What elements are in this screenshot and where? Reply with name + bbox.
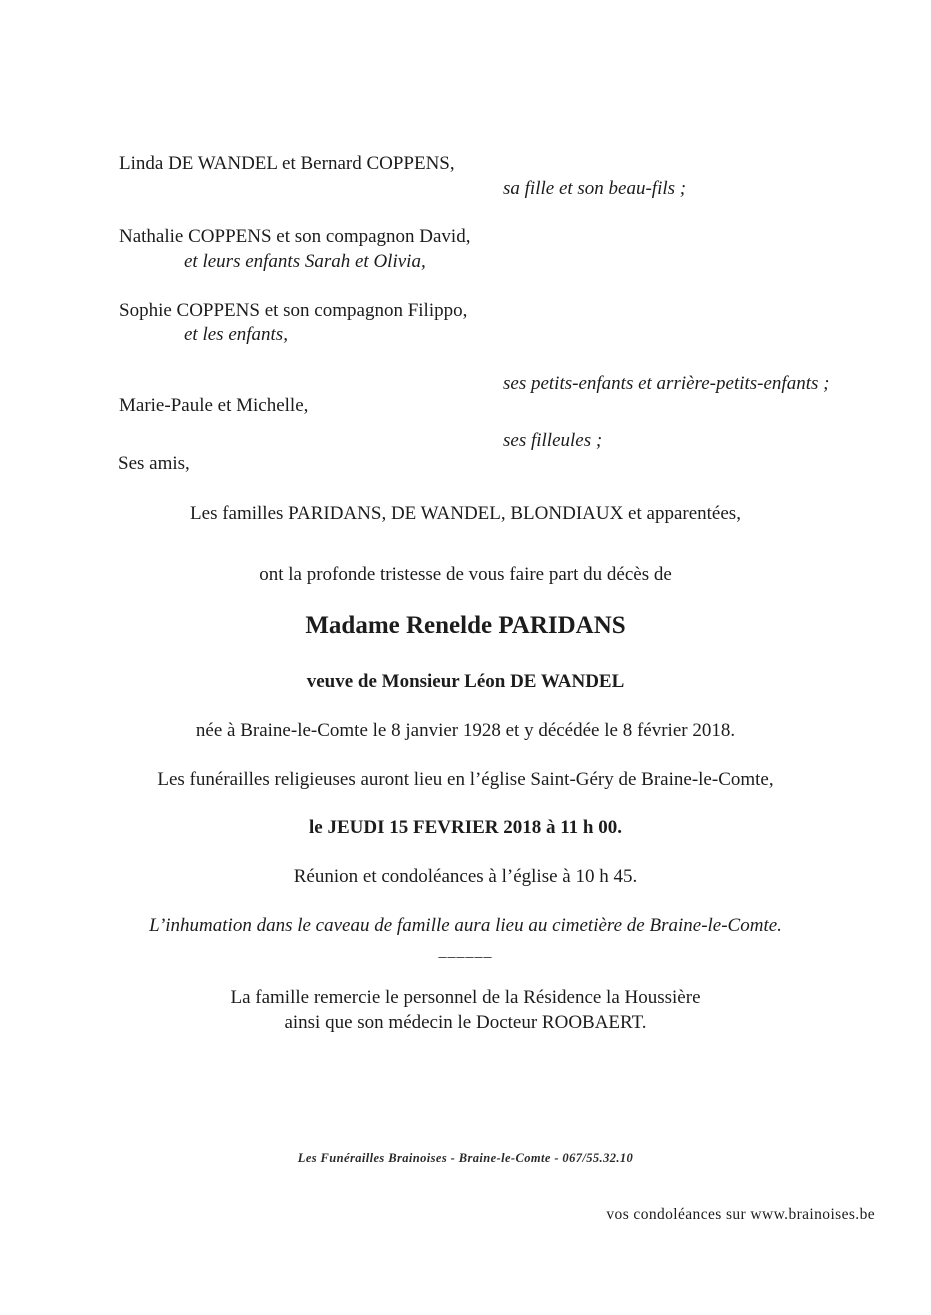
thanks-line-1: La famille remercie le personnel de la Résidence la Houssière — [230, 987, 701, 1008]
deceased-name: Madame Renelde PARIDANS — [305, 612, 626, 639]
granddaughter1-children-line: et leurs enfants Sarah et Olivia, — [184, 251, 426, 272]
condolences-website-line: vos condoléances sur www.brainoises.be — [606, 1206, 875, 1223]
church-line: Les funérailles religieuses auront lieu en l’église Saint-Géry de Braine-le-Comte, — [157, 769, 774, 790]
birth-death-line: née à Braine-le-Comte le 8 janvier 1928 et y décédée le 8 février 2018. — [195, 720, 736, 741]
goddaughters-relation-line: ses filleules ; — [503, 430, 603, 451]
thanks-line-2: ainsi que son médecin le Docteur ROOBAERT. — [284, 1012, 647, 1033]
announcement-intro-line: ont la profonde tristesse de vous faire part du décès de — [259, 564, 672, 585]
granddaughter2-names-line: Sophie COPPENS et son compagnon Filippo, — [119, 300, 468, 321]
grandchildren-relation-line: ses petits-enfants et arrière-petits-enfants ; — [503, 373, 830, 394]
daughter-names-line: Linda DE WANDEL et Bernard COPPENS, — [119, 153, 455, 174]
section-divider: ______ — [438, 943, 493, 960]
friends-line: Ses amis, — [118, 453, 190, 474]
granddaughter2-children-line: et les enfants, — [184, 324, 288, 345]
granddaughter1-names-line: Nathalie COPPENS et son compagnon David, — [119, 226, 471, 247]
daughter-relation-line: sa fille et son beau-fils ; — [503, 178, 687, 199]
funeral-datetime-line: le JEUDI 15 FEVRIER 2018 à 11 h 00. — [309, 817, 622, 838]
widow-line: veuve de Monsieur Léon DE WANDEL — [306, 671, 625, 692]
goddaughters-names-line: Marie-Paule et Michelle, — [119, 395, 309, 416]
funeral-home-footer: Les Funérailles Brainoises - Braine-le-Comte - 067/55.32.10 — [297, 1151, 634, 1165]
burial-line: L’inhumation dans le caveau de famille aura lieu au cimetière de Braine-le-Comte. — [149, 915, 782, 936]
gathering-line: Réunion et condoléances à l’église à 10 h 45. — [293, 866, 638, 887]
families-line: Les familles PARIDANS, DE WANDEL, BLONDIAUX et apparentées, — [190, 503, 741, 524]
